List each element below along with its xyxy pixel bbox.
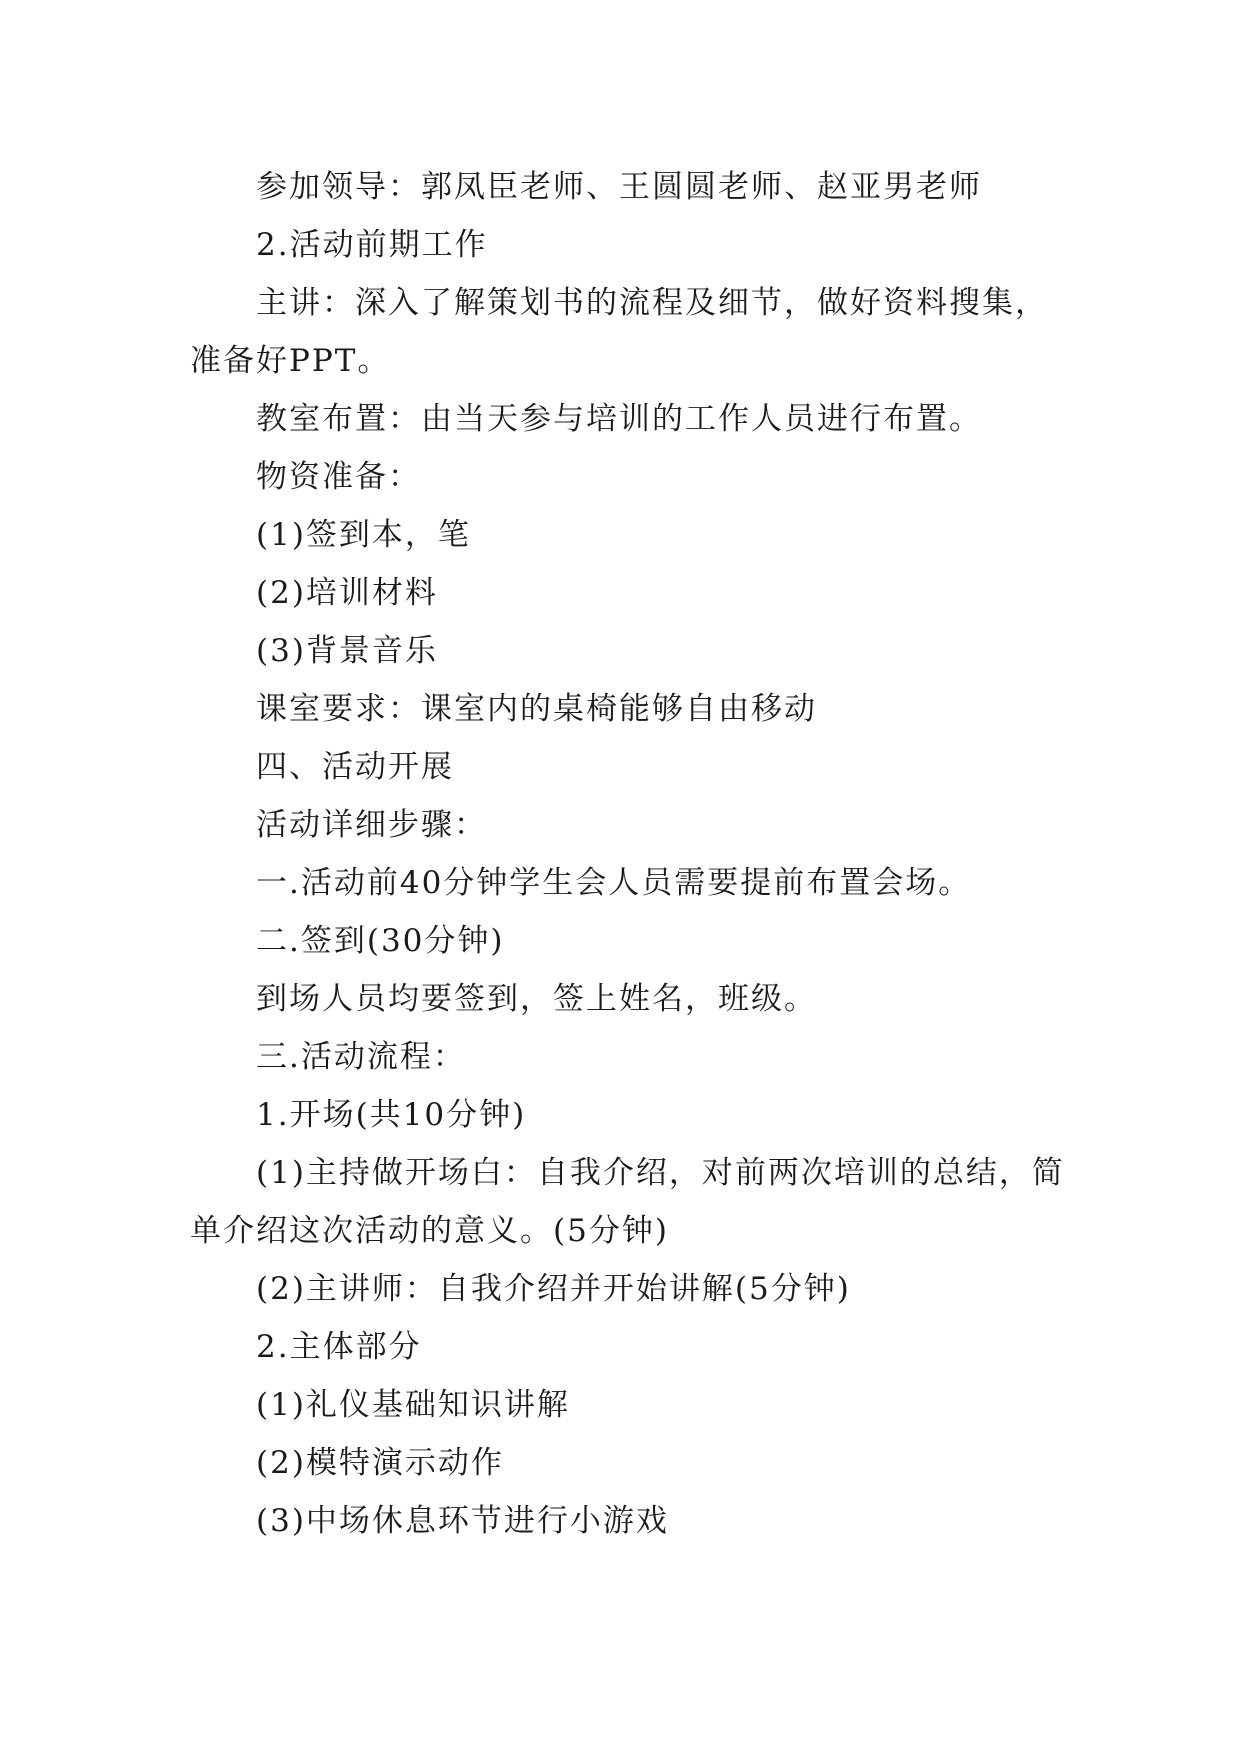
document-body <box>190 158 1070 1550</box>
paragraph: (3)中场休息环节进行小游戏 <box>256 1503 669 1539</box>
paragraph: (2)培训材料 <box>256 575 438 611</box>
paragraph: 课室要求：课室内的桌椅能够自由移动 <box>256 691 817 727</box>
paragraph: 四、活动开展 <box>256 749 454 785</box>
paragraph: 二.签到(30分钟) <box>256 923 505 959</box>
paragraph: 一.活动前40分钟学生会人员需要提前布置会场。 <box>256 865 972 901</box>
paragraph: 2.活动前期工作 <box>256 227 488 263</box>
paragraph: 三.活动流程： <box>256 1039 466 1075</box>
paragraph: 物资准备： <box>256 459 421 495</box>
paragraph: (1)签到本，笔 <box>256 517 471 553</box>
paragraph: (1)礼仪基础知识讲解 <box>256 1387 570 1423</box>
paragraph: 到场人员均要签到，签上姓名，班级。 <box>256 981 817 1017</box>
paragraph: 活动详细步骤： <box>256 807 487 843</box>
paragraph: 教室布置：由当天参与培训的工作人员进行布置。 <box>256 401 982 437</box>
paragraph: 2.主体部分 <box>256 1329 422 1365</box>
paragraph: 1.开场(共10分钟) <box>256 1097 527 1133</box>
paragraph: 参加领导：郭凤臣老师、王圆圆老师、赵亚男老师 <box>256 169 982 205</box>
paragraph: (2)主讲师：自我介绍并开始讲解(5分钟) <box>256 1271 851 1307</box>
paragraph: 主讲：深入了解策划书的流程及细节，做好资料搜集，准备好PPT。 <box>190 285 1048 379</box>
paragraph: (2)模特演示动作 <box>256 1445 504 1481</box>
paragraph: (1)主持做开场白：自我介绍，对前两次培训的总结，简单介绍这次活动的意义。(5分钟) <box>190 1155 1065 1249</box>
paragraph: (3)背景音乐 <box>256 633 438 669</box>
